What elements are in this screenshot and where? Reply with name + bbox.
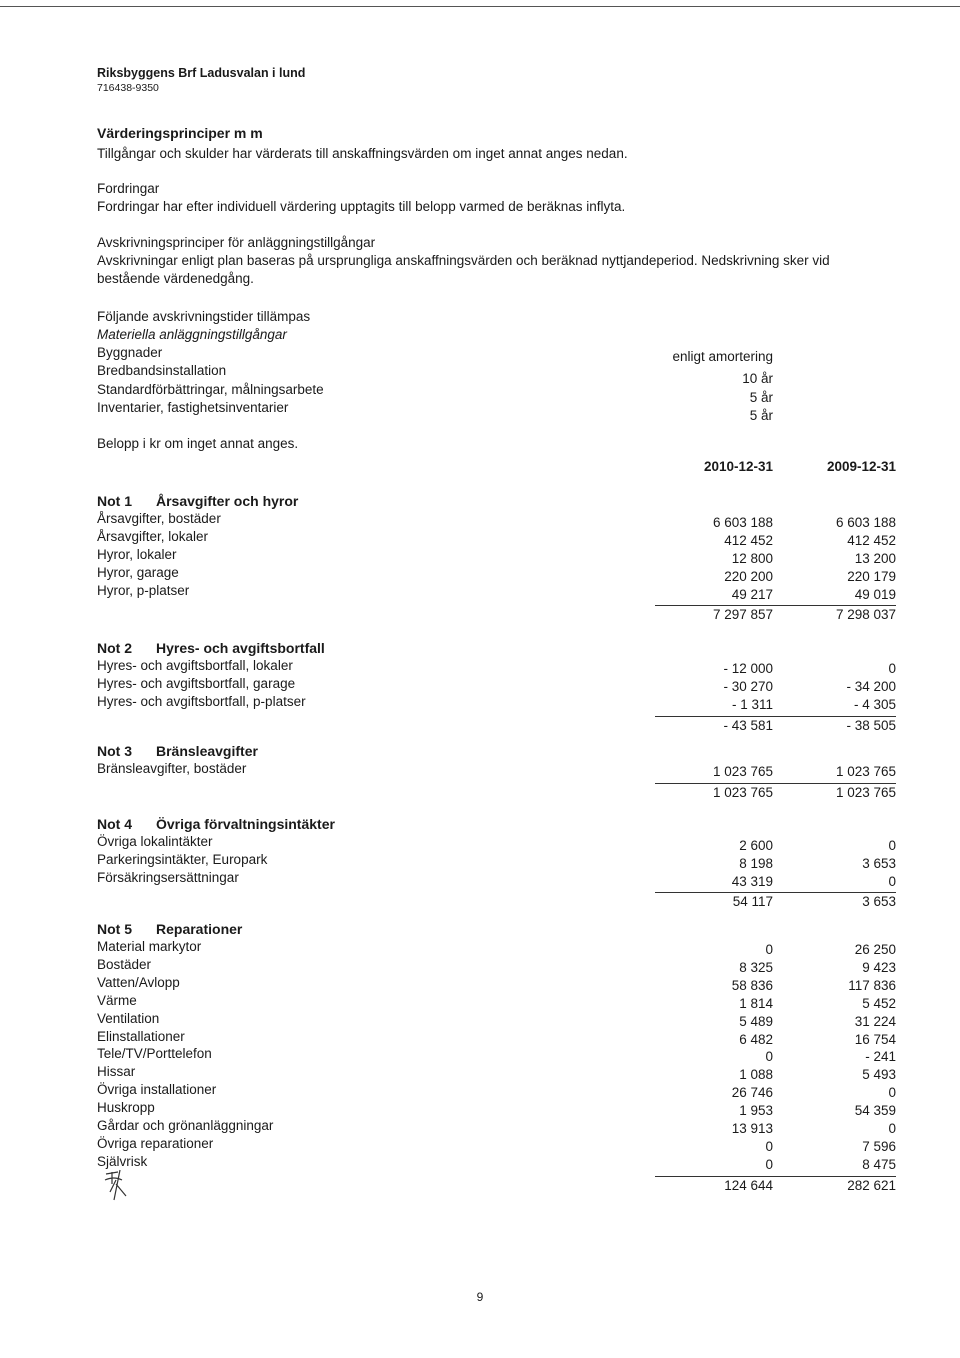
value-2010: 12 800 — [731, 550, 773, 566]
value-2010: 8 198 — [739, 855, 773, 871]
value-2010: - 1 311 — [731, 696, 773, 712]
total-2010: 1 023 765 — [712, 785, 773, 800]
receivables-heading: Fordringar — [97, 181, 160, 196]
period-value: 5 år — [749, 408, 773, 423]
note-row-label: Självrisk — [97, 1153, 148, 1169]
value-2010: 0 — [765, 1138, 773, 1154]
value-2009: 0 — [888, 873, 896, 889]
note-row-label: Årsavgifter, bostäder — [97, 511, 221, 526]
note-row-label: Vatten/Avlopp — [97, 974, 180, 990]
value-2010: 49 217 — [731, 586, 773, 602]
value-2009: 117 836 — [848, 977, 896, 993]
value-2010: 2 600 — [739, 838, 773, 853]
note-row-label: Hyres- och avgiftsbortfall, lokaler — [97, 658, 293, 673]
note-row-label: Övriga lokalintäkter — [97, 834, 213, 849]
period-label: Byggnader — [97, 345, 163, 360]
value-2009: 5 493 — [862, 1067, 896, 1083]
sum-rule — [655, 892, 896, 893]
total-2009: 7 298 037 — [835, 606, 896, 622]
value-2009: 54 359 — [854, 1103, 896, 1119]
amounts-note: Belopp i kr om inget annat anges. — [97, 436, 299, 451]
org-number: 716438-9350 — [97, 82, 159, 94]
value-2010: 58 836 — [731, 977, 773, 993]
value-2010: 13 913 — [731, 1121, 773, 1136]
column-header-2009: 2009-12-31 — [826, 459, 896, 474]
depreciation-text-line-2: bestående värdenedgång. — [97, 271, 254, 286]
note-row-label: Bostäder — [97, 956, 152, 972]
depreciation-text-line-1: Avskrivningar enligt plan baseras på ursprungliga anskaffningsvärden och beräknad nyttjandeperiod. Nedskrivning sker vid — [97, 253, 830, 268]
note-number: Not 3 — [97, 743, 132, 759]
sum-rule — [655, 605, 896, 606]
note-number: Not 2 — [97, 640, 132, 656]
note-number: Not 1 — [97, 493, 132, 509]
period-label: Inventarier, fastighetsinventarier — [97, 400, 289, 415]
value-2009: - 241 — [865, 1049, 896, 1065]
value-2009: - 4 305 — [853, 696, 896, 712]
note-row-label: Material markytor — [97, 939, 202, 954]
note-row-label: Hyres- och avgiftsbortfall, p-platser — [97, 693, 306, 709]
note-row-label: Ventilation — [97, 1010, 160, 1026]
total-2009: 3 653 — [862, 893, 896, 909]
value-2009: 9 423 — [862, 959, 896, 975]
value-2010: 412 452 — [724, 532, 773, 548]
sum-rule — [655, 716, 896, 717]
note-row-label: Hyres- och avgiftsbortfall, garage — [97, 675, 296, 691]
total-2009: 1 023 765 — [835, 785, 896, 800]
note-row-label: Gårdar och grönanläggningar — [97, 1118, 274, 1133]
sum-rule — [655, 1176, 896, 1177]
top-border-line — [0, 6, 960, 7]
value-2009: 0 — [888, 1121, 896, 1136]
note-row-label: Övriga reparationer — [97, 1135, 214, 1151]
total-2009: 282 621 — [847, 1177, 896, 1193]
page-number: 9 — [476, 1290, 484, 1304]
note-row-label: Parkeringsintäkter, Europark — [97, 851, 268, 867]
total-2010: - 43 581 — [723, 717, 773, 733]
value-2009: - 34 200 — [846, 678, 896, 694]
note-title: Reparationer — [156, 921, 243, 937]
periods-heading: Följande avskrivningstider tillämpas — [97, 309, 311, 324]
period-value: enligt amortering — [672, 349, 773, 364]
total-2009: - 38 505 — [846, 717, 896, 733]
value-2010: 5 489 — [739, 1013, 773, 1029]
note-row-label: Tele/TV/Porttelefon — [97, 1046, 212, 1062]
value-2010: 1 814 — [739, 995, 773, 1011]
note-row-label: Försäkringsersättningar — [97, 869, 239, 885]
value-2009: 1 023 765 — [835, 764, 896, 779]
total-2010: 7 297 857 — [712, 606, 773, 622]
column-header-2010: 2010-12-31 — [703, 459, 773, 474]
value-2009: 13 200 — [854, 550, 896, 566]
value-2010: 0 — [765, 942, 773, 957]
total-2010: 124 644 — [724, 1177, 773, 1193]
periods-subheading: Materiella anläggningstillgångar — [97, 327, 287, 342]
value-2009: 31 224 — [854, 1013, 896, 1029]
note-row-label: Elinstallationer — [97, 1028, 185, 1044]
value-2010: 43 319 — [731, 873, 773, 889]
value-2010: 0 — [765, 1156, 773, 1172]
value-2010: 1 953 — [739, 1103, 773, 1119]
note-number: Not 5 — [97, 921, 132, 937]
org-name: Riksbyggens Brf Ladusvalan i lund — [97, 66, 306, 80]
value-2009: 3 653 — [862, 855, 896, 871]
note-row-label: Hyror, lokaler — [97, 546, 177, 562]
value-2009: 16 754 — [854, 1031, 896, 1047]
note-row-label: Värme — [97, 992, 137, 1008]
note-row-label: Bränsleavgifter, bostäder — [97, 761, 247, 776]
value-2009: 49 019 — [854, 586, 896, 602]
value-2009: 220 179 — [847, 568, 896, 584]
principles-intro: Tillgångar och skulder har värderats till anskaffningsvärden om inget annat anges nedan. — [97, 146, 628, 161]
period-value: 5 år — [749, 390, 773, 405]
receivables-text: Fordringar har efter individuell värdering upptagits till belopp varmed de beräknas inflyta. — [97, 199, 626, 214]
value-2010: 6 482 — [739, 1031, 773, 1047]
value-2009: 0 — [888, 661, 896, 676]
value-2009: 0 — [888, 1085, 896, 1101]
note-row-label: Hissar — [97, 1064, 136, 1080]
value-2010: - 12 000 — [723, 661, 773, 676]
sum-rule — [655, 783, 896, 784]
note-title: Bränsleavgifter — [156, 743, 258, 759]
value-2010: 0 — [765, 1049, 773, 1065]
total-2010: 54 117 — [732, 893, 773, 909]
value-2010: 26 746 — [731, 1085, 773, 1101]
value-2009: 7 596 — [862, 1138, 896, 1154]
note-row-label: Övriga installationer — [97, 1082, 217, 1098]
note-row-label: Huskropp — [97, 1100, 155, 1116]
period-label: Standardförbättringar, målningsarbete — [97, 382, 324, 397]
note-row-label: Årsavgifter, lokaler — [97, 528, 209, 544]
principles-title: Värderingsprinciper m m — [97, 125, 263, 141]
period-value: 10 år — [742, 371, 773, 386]
value-2010: 8 325 — [739, 959, 773, 975]
value-2010: 1 023 765 — [712, 764, 773, 779]
value-2009: 0 — [888, 838, 896, 853]
period-label: Bredbandsinstallation — [97, 363, 227, 378]
value-2010: 220 200 — [724, 568, 773, 584]
value-2009: 412 452 — [847, 532, 896, 548]
value-2010: - 30 270 — [723, 678, 773, 694]
note-title: Hyres- och avgiftsbortfall — [156, 640, 325, 656]
value-2009: 5 452 — [862, 995, 896, 1011]
depreciation-heading: Avskrivningsprinciper för anläggningstillgångar — [97, 235, 376, 250]
note-title: Övriga förvaltningsintäkter — [156, 816, 335, 832]
value-2009: 26 250 — [854, 942, 896, 957]
value-2009: 6 603 188 — [835, 515, 896, 530]
note-number: Not 4 — [97, 816, 132, 832]
note-row-label: Hyror, p-platser — [97, 582, 190, 598]
value-2009: 8 475 — [862, 1156, 896, 1172]
value-2010: 6 603 188 — [712, 515, 773, 530]
note-row-label: Hyror, garage — [97, 564, 179, 580]
value-2010: 1 088 — [739, 1067, 773, 1083]
note-title: Årsavgifter och hyror — [156, 493, 299, 509]
handwritten-initials-signature — [102, 1166, 132, 1202]
